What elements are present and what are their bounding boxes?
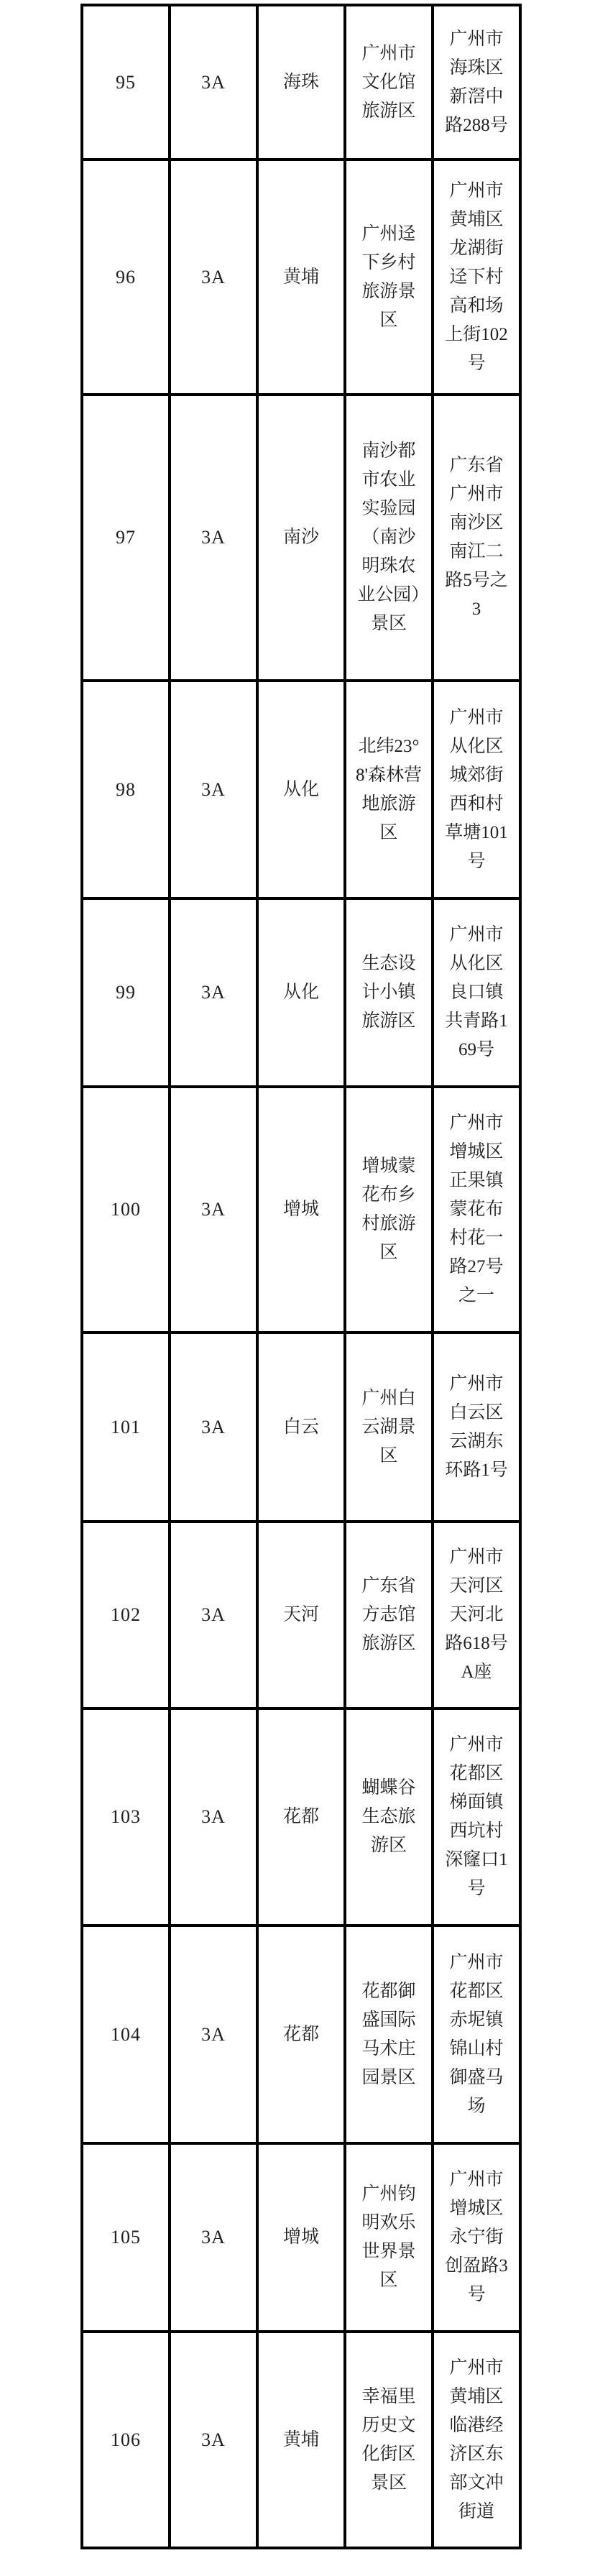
cell-scenic-name: 花都御盛国际马术庄园景区	[345, 1926, 433, 2143]
cell-scenic-name: 广东省方志馆旅游区	[345, 1522, 433, 1708]
cell-address: 广州市黄埔区临港经济区东部文冲街道	[433, 2332, 520, 2548]
cell-serial-number: 101	[82, 1333, 170, 1522]
cell-district: 花都	[257, 1708, 345, 1926]
table-row	[82, 395, 520, 681]
scenic-area-rating-table	[80, 4, 522, 2549]
cell-rating-grade: 3A	[170, 160, 257, 395]
cell-rating-grade: 3A	[170, 1087, 257, 1333]
cell-serial-number: 102	[82, 1522, 170, 1708]
cell-scenic-name: 广州迳下乡村旅游景区	[345, 160, 433, 395]
cell-district: 天河	[257, 1522, 345, 1708]
cell-rating-grade: 3A	[170, 395, 257, 681]
cell-address: 广州市增城区永宁街创盈路3号	[433, 2143, 520, 2332]
cell-address: 广州市花都区赤坭镇锦山村御盛马场	[433, 1926, 520, 2143]
cell-rating-grade: 3A	[170, 1522, 257, 1708]
cell-district: 增城	[257, 1087, 345, 1333]
cell-district: 南沙	[257, 395, 345, 681]
cell-rating-grade: 3A	[170, 681, 257, 898]
cell-serial-number: 105	[82, 2143, 170, 2332]
cell-scenic-name: 北纬23°8'森林营地旅游区	[345, 681, 433, 898]
cell-address: 广州市海珠区新滘中路288号	[433, 5, 520, 160]
cell-district: 从化	[257, 681, 345, 898]
cell-scenic-name: 南沙都市农业实验园（南沙明珠农业公园）景区	[345, 395, 433, 681]
cell-district: 增城	[257, 2143, 345, 2332]
cell-address: 广州市白云区云湖东环路1号	[433, 1333, 520, 1522]
cell-serial-number: 99	[82, 898, 170, 1087]
cell-rating-grade: 3A	[170, 2143, 257, 2332]
cell-serial-number: 103	[82, 1708, 170, 1926]
cell-rating-grade: 3A	[170, 5, 257, 160]
table-row	[82, 2143, 520, 2332]
table-row	[82, 1926, 520, 2143]
cell-address: 广东省广州市南沙区南江二路5号之3	[433, 395, 520, 681]
cell-address: 广州市花都区梯面镇西坑村深窿口1号	[433, 1708, 520, 1926]
cell-district: 白云	[257, 1333, 345, 1522]
cell-serial-number: 100	[82, 1087, 170, 1333]
cell-rating-grade: 3A	[170, 1708, 257, 1926]
cell-address: 广州市黄埔区龙湖街迳下村高和场上街102号	[433, 160, 520, 395]
table-row	[82, 5, 520, 160]
cell-scenic-name: 广州钧明欢乐世界景区	[345, 2143, 433, 2332]
cell-district: 黄埔	[257, 160, 345, 395]
cell-district: 海珠	[257, 5, 345, 160]
cell-rating-grade: 3A	[170, 2332, 257, 2548]
cell-scenic-name: 广州白云湖景区	[345, 1333, 433, 1522]
cell-serial-number: 106	[82, 2332, 170, 2548]
cell-serial-number: 104	[82, 1926, 170, 2143]
cell-address: 广州市从化区良口镇共青路169号	[433, 898, 520, 1087]
cell-rating-grade: 3A	[170, 1333, 257, 1522]
cell-district: 黄埔	[257, 2332, 345, 2548]
cell-serial-number: 96	[82, 160, 170, 395]
table-row	[82, 160, 520, 395]
table-row	[82, 1333, 520, 1522]
cell-district: 花都	[257, 1926, 345, 2143]
cell-address: 广州市从化区城郊街西和村草塘101号	[433, 681, 520, 898]
cell-address: 广州市增城区正果镇蒙花布村花一路27号之一	[433, 1087, 520, 1333]
cell-scenic-name: 增城蒙花布乡村旅游区	[345, 1087, 433, 1333]
cell-serial-number: 97	[82, 395, 170, 681]
cell-scenic-name: 幸福里历史文化街区景区	[345, 2332, 433, 2548]
table-row	[82, 1087, 520, 1333]
cell-scenic-name: 蝴蝶谷生态旅游区	[345, 1708, 433, 1926]
cell-scenic-name: 广州市文化馆旅游区	[345, 5, 433, 160]
table-row	[82, 1708, 520, 1926]
table-row	[82, 1522, 520, 1708]
cell-rating-grade: 3A	[170, 898, 257, 1087]
table-row	[82, 2332, 520, 2548]
cell-serial-number: 95	[82, 5, 170, 160]
table-row	[82, 898, 520, 1087]
table-row	[82, 681, 520, 898]
cell-district: 从化	[257, 898, 345, 1087]
cell-scenic-name: 生态设计小镇旅游区	[345, 898, 433, 1087]
cell-serial-number: 98	[82, 681, 170, 898]
cell-address: 广州市天河区天河北路618号A座	[433, 1522, 520, 1708]
cell-rating-grade: 3A	[170, 1926, 257, 2143]
